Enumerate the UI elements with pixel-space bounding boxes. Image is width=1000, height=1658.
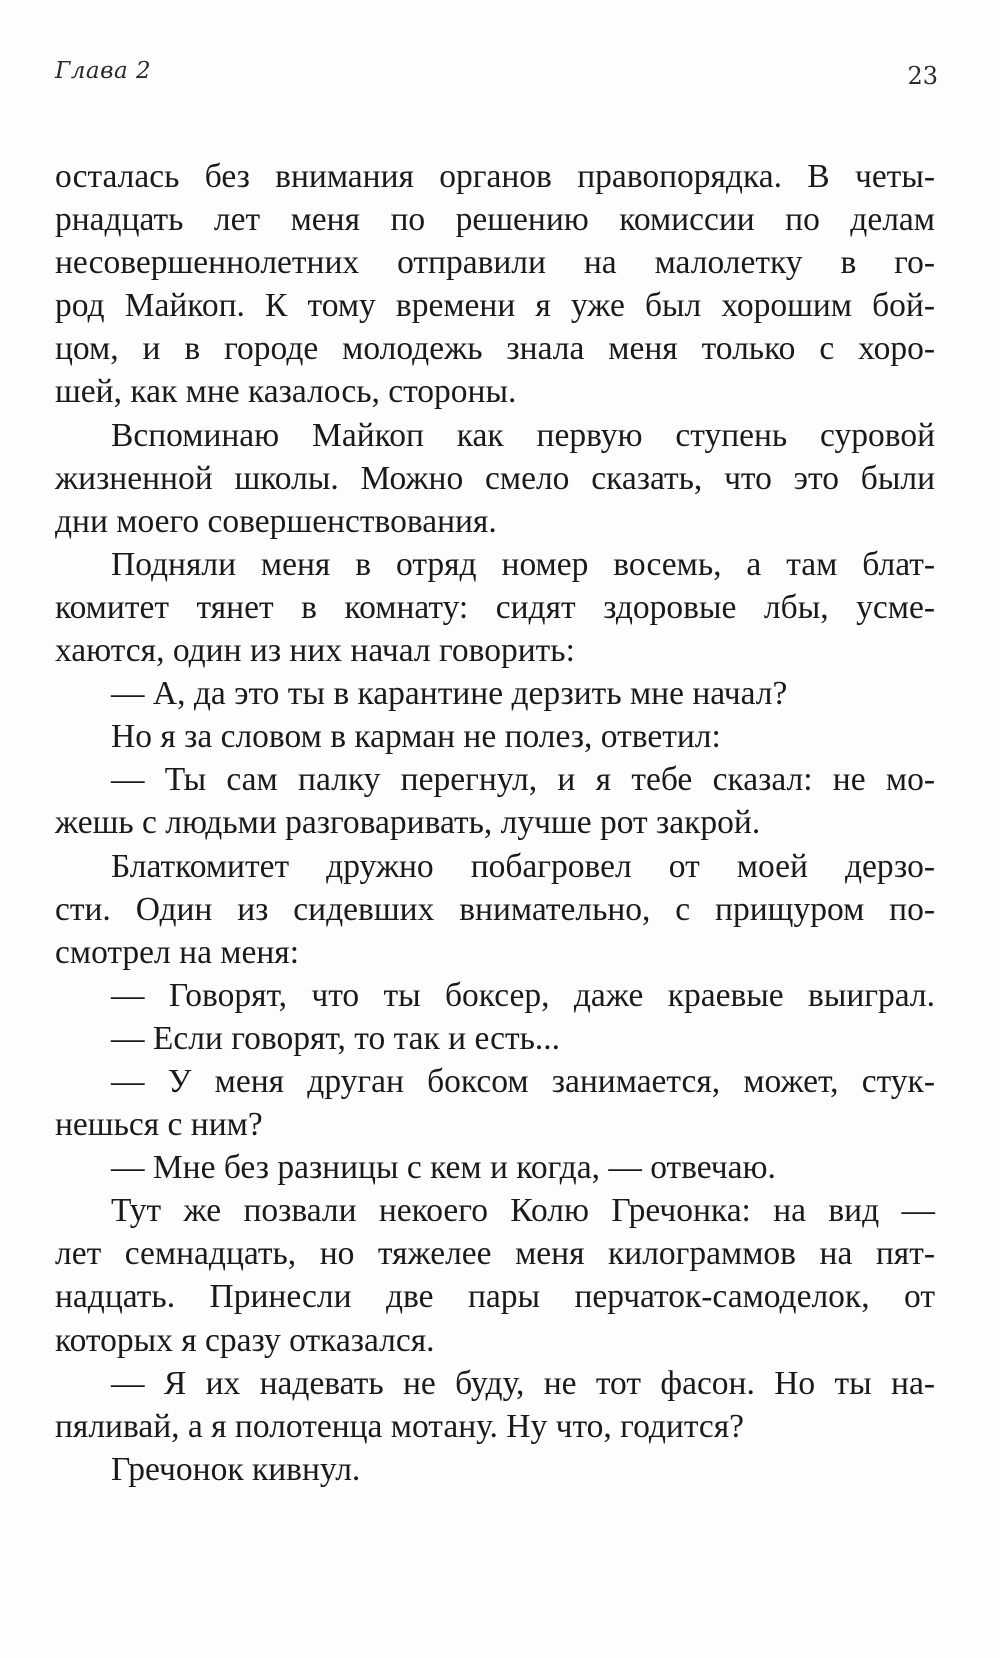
text-line: — Если говорят, то так и есть... xyxy=(111,1019,561,1057)
text-line: дни моего совершенствования. xyxy=(55,502,497,540)
text-line: жешь с людьми разговаривать, лучше рот закрой. xyxy=(55,804,761,842)
text-line: жизненной школы. Можно смело сказать, что это были xyxy=(55,459,935,497)
text-line: несовершеннолетних отправили на малолетку в го- xyxy=(55,244,935,282)
text-line: — Ты сам палку перегнул, и я тебе сказал: не мо- xyxy=(111,761,935,799)
text-line: — Говорят, что ты боксер, даже краевые выиграл. xyxy=(111,976,935,1014)
text-line: — А, да это ты в карантине дерзить мне начал? xyxy=(111,675,788,713)
text-line: — Я их надевать не буду, не тот фасон. Но ты на- xyxy=(111,1364,935,1402)
text-line: надцать. Принесли две пары перчаток-самоделок, от xyxy=(55,1278,935,1316)
text-line: осталась без внимания органов правопорядка. В четы- xyxy=(55,158,935,195)
text-line: Подняли меня в отряд номер восемь, а там блат- xyxy=(111,545,935,583)
text-line: рнадцать лет меня по решению комиссии по делам xyxy=(55,201,935,239)
text-line: пяливай, а я полотенца мотану. Ну что, годится? xyxy=(55,1407,745,1445)
text-line: Вспоминаю Майкоп как первую ступень суровой xyxy=(111,416,935,454)
text-line: — Мне без разницы с кем и когда, — отвечаю. xyxy=(111,1149,776,1187)
text-line: Тут же позвали некоего Колю Гречонка: на вид — xyxy=(111,1192,935,1230)
text-line: — У меня друган боксом занимается, может, стук- xyxy=(111,1062,935,1100)
text-line: Блаткомитет дружно побагровел от моей дерзо- xyxy=(111,847,935,885)
text-line: которых я сразу отказался. xyxy=(55,1321,435,1359)
text-line: смотрел на меня: xyxy=(55,933,300,971)
text-line: нешься с ним? xyxy=(55,1106,263,1144)
text-line: род Майкоп. К тому времени я уже был хорошим бой- xyxy=(55,287,935,325)
text-line: Гречонок кивнул. xyxy=(111,1450,361,1488)
text-line: комитет тянет в комнату: сидят здоровые лбы, усме- xyxy=(55,588,935,626)
chapter-heading: Глава 2 xyxy=(55,58,152,84)
text-line: лет семнадцать, но тяжелее меня килограммов на пят- xyxy=(55,1235,935,1273)
text-line: хаются, один из них начал говорить: xyxy=(55,632,575,670)
text-line: шей, как мне казалось, стороны. xyxy=(55,373,517,411)
text-line: цом, и в городе молодежь знала меня только с хоро- xyxy=(55,330,935,368)
text-line: Но я за словом в карман не полез, ответил: xyxy=(111,718,721,756)
text-line: сти. Один из сидевших внимательно, с прищуром по- xyxy=(55,890,935,928)
page-number: 23 xyxy=(907,62,938,90)
body-text xyxy=(55,155,935,1491)
